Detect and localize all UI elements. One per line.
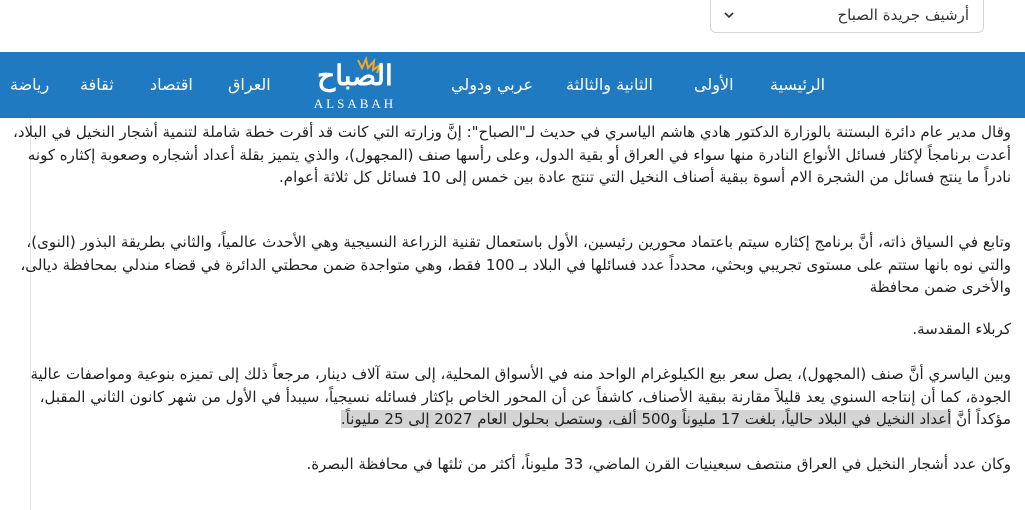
nav-item-arab-international[interactable]: عربي ودولي [451,75,534,94]
logo-arabic-text: الصباح [317,59,393,92]
nav-item-sports[interactable]: رياضة [10,75,50,94]
logo-english-text: ALSABAH [313,96,397,111]
nav-item-first-page[interactable]: الأولى [694,75,734,94]
article-paragraph-1: وقال مدير عام دائرة البستنة بالوزارة الدكتور هادي هاشم الياسري في حديث لـ"الصباح": إنَّ وزارته التي كانت قد أقرت خطة شاملة لتنمية أشجار النخيل في البلاد، أعدت برنامجاً لإكثار فسائل الأنواع النادرة منها سواء في العراق أو بقية الدول، وعلى رأسها صنف (المجهول)، والذي يتميز بقلة أعداد أشجاره وصعوبة إكثاره كونه نادراً ما ينتج فسائل من الشجرة الام أسوة ببقية أصناف النخيل التي تنتج عادة بين خمس إلى 10 فسائل كل ثلاثة أعوام. [12,123,1011,186]
top-bar [0,0,1025,52]
article-paragraph-5: وكان عدد أشجار النخيل في العراق منتصف سبعينيات القرن الماضي، 33 مليوناً، أكثر من ثلثها في محافظة البصرة. [306,455,1011,473]
highlighted-text: أعداد النخيل في البلاد حالياً، بلغت 17 مليوناً و500 ألف، وستصل بحلول العام 2027 إلى 25 مليوناً. [340,410,952,428]
nav-item-home[interactable]: الرئيسية [770,75,826,94]
article-paragraph-3: كربلاء المقدسة. [912,320,1011,338]
article-paragraph-2: وتابع في السياق ذاته، أنَّ برنامج إكثاره سيتم باعتماد محورين رئيسين، الأول باستعمال تقنية الزراعة النسيجية وهي الأحدث عالمياً، والثاني بطريقة البذور (النوى)، والتي نوه بانها ستتم على مستوى تجريبي وبحثي، محدداً عدد فسائلها في البلاد بـ 100 فقط، وهي متواجدة ضمن محطتي الدائرة في قضاء مندلي بمحافظة ديالى، والأخرى ضمن محافظة [20,233,1011,296]
archive-dropdown[interactable] [710,0,984,33]
article-paragraph-4 [1,363,1011,431]
article-paragraph-4-text: وبين الياسري أنَّ صنف (المجهول)، يصل سعر بيع الكيلوغرام الواحد منه في الأسواق المحلية، إلى ستة آلاف دينار، مرجعاً ذلك إلى تميزه بنوعية ومواصفات عالية الجودة، كما أن إنتاجه السنوي يعد قليلاً مقارنة ببقية الأصناف، كاشفاً عن أن المحور الخاص بإكثار فسائله نسيجياً، سيبدأ في الأول من شهر كانون الثاني المقبل، مؤكداً أنَّ [30,365,1011,428]
nav-item-economy[interactable]: اقتصاد [150,75,193,94]
article-container [12,118,1025,510]
chevron-down-icon [723,2,735,32]
nav-item-second-third[interactable]: الثانية والثالثة [566,75,653,94]
nav-item-iraq[interactable]: العراق [228,75,271,94]
nav-item-culture[interactable]: ثقافة [80,75,114,94]
main-navigation [0,52,1025,118]
archive-dropdown-label: أرشيف جريدة الصباح [837,6,969,24]
alsabah-logo[interactable] [300,56,410,114]
